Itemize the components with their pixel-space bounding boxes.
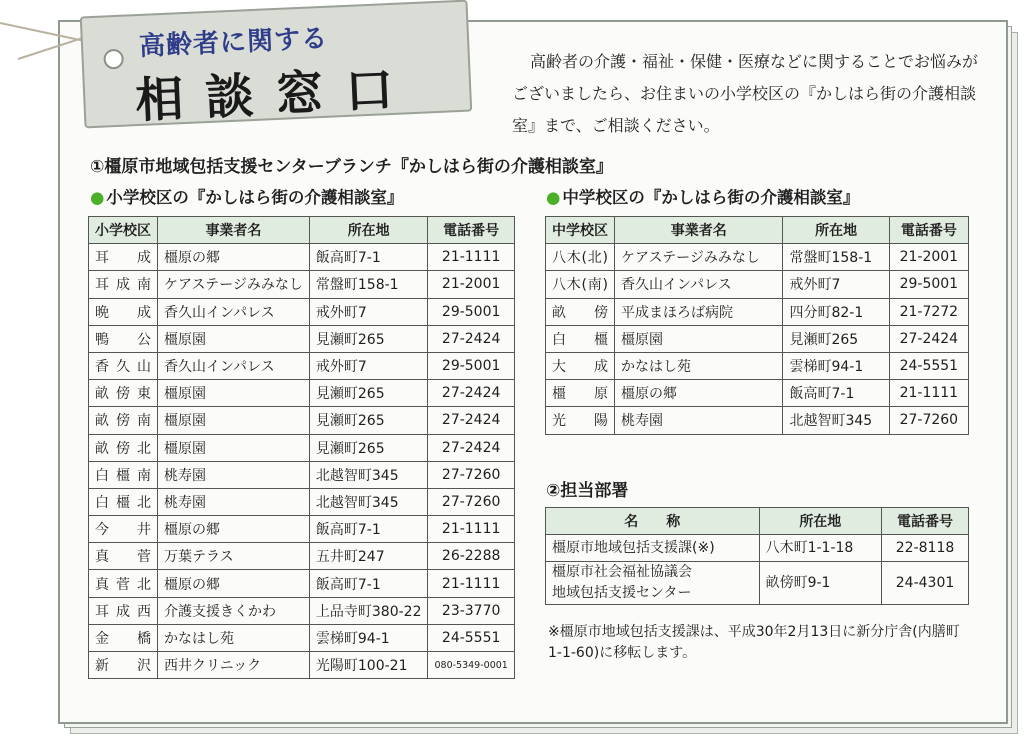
table-cell: 畝傍町9-1 [759,562,881,605]
table-cell: 戒外町7 [783,271,889,298]
relocation-note: ※橿原市地域包括支援課は、平成30年2月13日に新分庁舎(内膳町1-1-60)に移転します。 [548,624,960,661]
table-row [89,244,515,271]
table-cell: かなはし苑 [615,352,783,379]
table-row [89,298,515,325]
column-header: 電話番号 [889,217,968,244]
table-cell: 橿原の郷 [158,244,310,271]
table-cell: 白橿北 [89,488,158,515]
table-cell: 21-2001 [428,271,514,298]
table-cell: ケアステージみみなし [615,244,783,271]
green-dot-icon: ● [546,188,561,207]
table-cell: 耳成西 [89,597,158,624]
table-cell: 真菅 [89,543,158,570]
table-cell: 桃寿園 [615,407,783,434]
table-cell: 香久山インパレス [615,271,783,298]
table-cell: 21-1111 [428,244,514,271]
table-cell: 真菅北 [89,570,158,597]
table-cell: 26-2288 [428,543,514,570]
column-header: 小学校区 [89,217,158,244]
table-row [89,597,515,624]
column-header: 電話番号 [882,508,969,535]
table-row [89,434,515,461]
table-cell: 27-7260 [428,461,514,488]
table-cell: 鴨公 [89,325,158,352]
table-cell: 橿原市地域包括支援課(※) [546,535,760,562]
table-cell: 五井町247 [309,543,428,570]
table-cell: 香久山インパレス [158,352,310,379]
table-cell: 金橋 [89,624,158,651]
table-row [89,380,515,407]
table-cell: 光陽町100-21 [309,652,428,679]
table-cell: 22-8118 [882,535,969,562]
table-cell: 香久山インパレス [158,298,310,325]
table-row [546,380,969,407]
table-cell: 27-2424 [428,325,514,352]
table-row [89,325,515,352]
table-cell: 西井クリニック [158,652,310,679]
table-row [89,271,515,298]
column-header: 中学校区 [546,217,615,244]
junior-table [545,216,969,435]
table-cell: 八木(南) [546,271,615,298]
table-cell: 今井 [89,516,158,543]
table-cell: 橿原の郷 [158,570,310,597]
column-header: 所在地 [759,508,881,535]
table-row [546,352,969,379]
table-cell: 耳成南 [89,271,158,298]
table-cell: 大成 [546,352,615,379]
table-cell: 24-4301 [882,562,969,605]
table-cell: 080-5349-0001 [428,652,514,679]
table-cell: 戒外町7 [309,352,428,379]
table-cell: 27-7260 [889,407,968,434]
table-row [546,298,969,325]
department-table [545,507,969,605]
table-cell: 27-2424 [428,434,514,461]
table-cell: 新沢 [89,652,158,679]
table-cell: 介護支援きくかわ [158,597,310,624]
table-row [89,570,515,597]
table-cell: 橿原園 [158,325,310,352]
table-cell: 四分町82-1 [783,298,889,325]
table-cell: 耳成 [89,244,158,271]
table-cell: 21-1111 [428,570,514,597]
table-cell: 光陽 [546,407,615,434]
table-cell: 飯高町7-1 [309,516,428,543]
junior-heading-text: 中学校区の『かしはら街の介護相談室』 [562,188,860,207]
table-cell: 24-5551 [428,624,514,651]
table-cell: 橿原園 [615,325,783,352]
table-cell: 27-2424 [889,325,968,352]
table-cell: 万葉テラス [158,543,310,570]
table-cell: 畝傍南 [89,407,158,434]
table-cell: 常盤町158-1 [309,271,428,298]
table-cell: 27-2424 [428,380,514,407]
table-cell: 見瀬町265 [783,325,889,352]
table-cell: 雲梯町94-1 [783,352,889,379]
table-cell: 29-5001 [889,271,968,298]
table-cell: 晩成 [89,298,158,325]
title-line1: 高齢者に関する [138,23,329,62]
table-cell: 戒外町7 [309,298,428,325]
table-cell: 北越智町345 [309,461,428,488]
table-cell: 見瀬町265 [309,407,428,434]
table-cell: 橿原市社会福祉協議会 地域包括支援センター [546,562,760,605]
table-cell: 橿原園 [158,434,310,461]
table-cell: 白橿 [546,325,615,352]
table-cell: 27-2424 [428,407,514,434]
table-cell: 24-5551 [889,352,968,379]
table-cell: 21-2001 [889,244,968,271]
table-cell: 北越智町345 [309,488,428,515]
table-cell: 畝傍北 [89,434,158,461]
table-cell: 橿原園 [158,380,310,407]
elementary-heading [90,184,403,208]
column-header: 所在地 [783,217,889,244]
column-header: 事業者名 [158,217,310,244]
column-header: 名 称 [546,508,760,535]
table-cell: 橿原の郷 [615,380,783,407]
table-cell: 常盤町158-1 [783,244,889,271]
table-cell: 飯高町7-1 [309,570,428,597]
elementary-heading-text: 小学校区の『かしはら街の介護相談室』 [106,188,404,207]
table-cell: 21-1111 [428,516,514,543]
table-cell: 27-7260 [428,488,514,515]
table-cell: 21-1111 [889,380,968,407]
table-cell: 29-5001 [428,352,514,379]
table-row [89,652,515,679]
table-row [89,516,515,543]
table-row [89,543,515,570]
table-cell: 23-3770 [428,597,514,624]
title-line2: 相談窓口 [134,60,417,130]
table-cell: 八木(北) [546,244,615,271]
green-dot-icon: ● [90,188,105,207]
table-row [89,624,515,651]
table-cell: 香久山 [89,352,158,379]
table-cell: 八木町1-1-18 [759,535,881,562]
table-row [546,325,969,352]
table-cell: 21-7272 [889,298,968,325]
table-cell: ケアステージみみなし [158,271,310,298]
column-header: 電話番号 [428,217,514,244]
table-cell: 見瀬町265 [309,325,428,352]
table-row [89,461,515,488]
elementary-table [88,216,515,679]
intro-text: 高齢者の介護・福祉・保健・医療などに関することでお悩みがございましたら、お住まいの小学校区の『かしはら街の介護相談室』まで、ご相談ください。 [512,52,979,135]
table-cell: 上品寺町380-22 [309,597,428,624]
table-cell: 見瀬町265 [309,380,428,407]
junior-heading [546,184,859,208]
table-cell: 飯高町7-1 [309,244,428,271]
table-cell: 見瀬町265 [309,434,428,461]
column-header: 事業者名 [615,217,783,244]
table-cell: 橿原園 [158,407,310,434]
table-cell: 畝傍東 [89,380,158,407]
table-cell: かなはし苑 [158,624,310,651]
table-row [89,407,515,434]
title-tag [80,0,473,128]
table-cell: 29-5001 [428,298,514,325]
column-header: 所在地 [309,217,428,244]
section2-heading: ②担当部署 [546,481,629,501]
table-cell: 飯高町7-1 [783,380,889,407]
table-row [546,407,969,434]
table-row [546,271,969,298]
table-row [546,244,969,271]
tag-hole [103,49,124,70]
table-row [546,535,969,562]
table-cell: 北越智町345 [783,407,889,434]
table-cell: 白橿南 [89,461,158,488]
table-cell: 畝傍 [546,298,615,325]
section1-heading: ①橿原市地域包括支援センターブランチ『かしはら街の介護相談室』 [90,157,613,177]
table-row [546,562,969,605]
table-cell: 桃寿園 [158,461,310,488]
table-cell: 橿原の郷 [158,516,310,543]
table-cell: 雲梯町94-1 [309,624,428,651]
table-cell: 平成まほろば病院 [615,298,783,325]
table-cell: 桃寿園 [158,488,310,515]
table-row [89,352,515,379]
table-cell: 橿原 [546,380,615,407]
table-row [89,488,515,515]
